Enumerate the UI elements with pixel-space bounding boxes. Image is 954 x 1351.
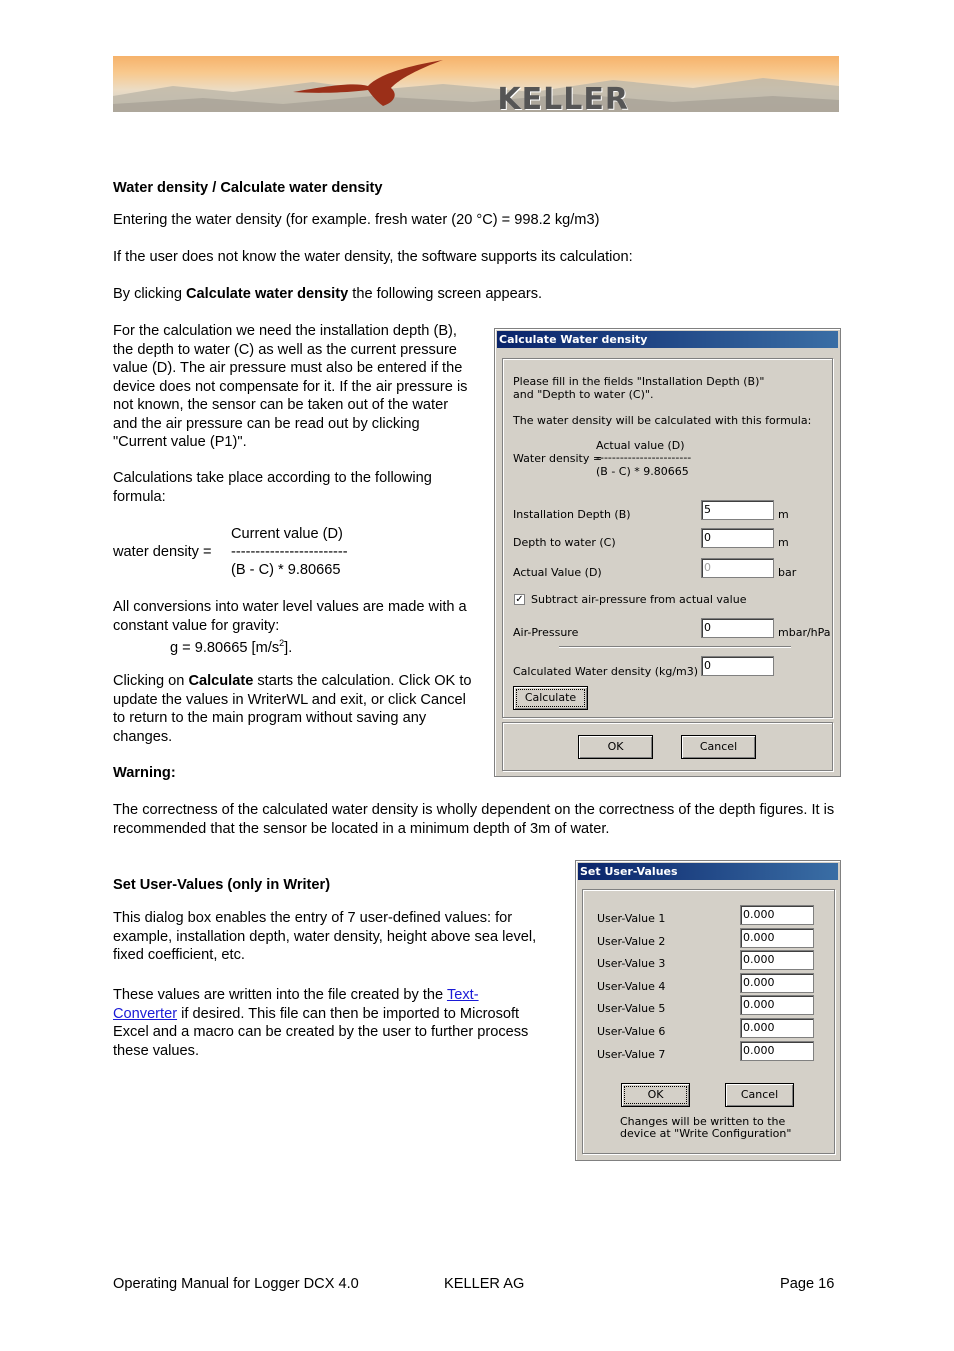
page-number: Page 16 — [780, 1276, 835, 1292]
warning-heading: Warning: — [113, 765, 176, 781]
user-value-label: User-Value 3 — [597, 957, 666, 970]
section-heading-user-values: Set User-Values (only in Writer) — [113, 877, 331, 893]
calculated-density-output: 0 — [701, 656, 774, 676]
actual-value-input: 0 — [701, 558, 774, 578]
subtract-air-pressure-checkbox[interactable]: ✓ — [515, 594, 524, 605]
paragraph: All conversions into water level values are made with a constant value for gravity: — [113, 599, 467, 634]
user-value-input[interactable]: 0.000 — [740, 995, 814, 1015]
dialog-title: Calculate Water density — [497, 331, 838, 348]
header-banner — [113, 56, 839, 112]
dialog-formula-label: Water density = — [513, 452, 603, 465]
dialog-intro: The water density will be calculated with this formula: — [513, 414, 812, 427]
calculate-water-density-dialog — [494, 328, 841, 777]
depth-to-water-input[interactable]: 0 — [701, 528, 774, 548]
actual-value-label: Actual Value (D) — [513, 566, 602, 579]
user-value-input[interactable]: 0.000 — [740, 1018, 814, 1038]
user-value-input[interactable]: 0.000 — [740, 928, 814, 948]
separator — [559, 646, 791, 648]
paragraph: Entering the water density (for example. fresh water (20 °C) = 998.2 kg/m3) — [113, 212, 600, 228]
user-value-label: User-Value 1 — [597, 912, 666, 925]
ok-button[interactable]: OK — [578, 735, 653, 759]
calculate-button[interactable]: Calculate — [513, 686, 588, 710]
calculated-density-label: Calculated Water density (kg/m3) — [513, 665, 699, 678]
paragraph: By clicking Calculate water density the following screen appears. — [113, 286, 543, 302]
installation-depth-label: Installation Depth (B) — [513, 508, 631, 521]
unit-label: m — [778, 536, 789, 549]
unit-label: bar — [778, 566, 797, 579]
dialog-formula-line: ------------------------ — [596, 451, 692, 464]
text-converter-link[interactable]: Text-Converter — [113, 987, 479, 1022]
depth-to-water-label: Depth to water (C) — [513, 536, 616, 549]
subtract-air-pressure-label: Subtract air-pressure from actual value — [531, 593, 747, 606]
brand-logo: KELLER — [497, 82, 629, 112]
button-group — [502, 722, 833, 771]
dialog-formula-denominator: (B - C) * 9.80665 — [596, 465, 689, 478]
user-value-label: User-Value 7 — [597, 1048, 666, 1061]
set-user-values-dialog — [575, 860, 841, 1161]
paragraph: For the calculation we need the installation depth (B), the depth to water (C) as well as the current pressure value (D). The air pressure must also be entered if the device does not compensate for it. If the air pressure is not known, the sensor can be taken out of the water and the air pressure can be read out by clicking "Current value (P1)". — [113, 323, 468, 450]
formula-numerator: Current value (D) — [231, 526, 343, 542]
unit-label: mbar/hPa — [778, 626, 831, 639]
gravity-constant: g = 9.80665 $[m/s^2]$. — [170, 638, 293, 656]
user-value-input[interactable]: 0.000 — [740, 1041, 814, 1061]
formula-line: ------------------------ — [231, 544, 348, 560]
cancel-button[interactable]: Cancel — [725, 1083, 794, 1107]
air-pressure-label: Air-Pressure — [513, 626, 579, 639]
paragraph: Calculations take place according to the following formula: — [113, 470, 432, 505]
user-value-input[interactable]: 0.000 — [740, 905, 814, 925]
footer-left: Operating Manual for Logger DCX 4.0 — [113, 1276, 359, 1292]
air-pressure-input[interactable]: 0 — [701, 618, 774, 638]
paragraph: Clicking on Calculate starts the calculation. Click OK to update the values in WriterWL and exit, or click Cancel to return to the main program without saving any changes. — [113, 673, 472, 745]
dialog-intro: Please fill in the fields "Installation Depth (B)" and "Depth to water (C)". — [513, 375, 765, 401]
user-value-label: User-Value 2 — [597, 935, 666, 948]
user-value-input[interactable]: 0.000 — [740, 973, 814, 993]
section-heading-water-density: Water density / Calculate water density — [113, 180, 383, 196]
paragraph: If the user does not know the water density, the software supports its calculation: — [113, 249, 633, 265]
mountain-bird-illustration — [113, 56, 839, 112]
paragraph: These values are written into the file created by the Text-Converter if desired. This file can then be imported to Microsoft Excel and a macro can be created by the user to further process these values. — [113, 987, 529, 1059]
installation-depth-input[interactable]: 5 — [701, 500, 774, 520]
warning-text: The correctness of the calculated water density is wholly dependent on the correctness of the depth figures. It is recommended that the sensor be located in a minimum depth of 3m of water. — [113, 802, 835, 837]
user-value-label: User-Value 5 — [597, 1002, 666, 1015]
dialog-note: Changes will be written to the device at "Write Configuration" — [620, 1115, 792, 1140]
unit-label: m — [778, 508, 789, 521]
formula-label: water density = — [113, 544, 212, 560]
cancel-button[interactable]: Cancel — [681, 735, 756, 759]
paragraph: This dialog box enables the entry of 7 user-defined values: for example, installation depth, water density, height above sea level, fixed coefficient, etc. — [113, 910, 537, 963]
footer-center: KELLER AG — [444, 1276, 525, 1292]
dialog-title: Set User-Values — [578, 863, 838, 880]
user-value-label: User-Value 4 — [597, 980, 666, 993]
ok-button[interactable]: OK — [621, 1083, 690, 1107]
formula-denominator: (B - C) * 9.80665 — [231, 562, 341, 578]
user-value-input[interactable]: 0.000 — [740, 950, 814, 970]
user-value-label: User-Value 6 — [597, 1025, 666, 1038]
dialog-formula-numerator: Actual value (D) — [596, 439, 685, 452]
